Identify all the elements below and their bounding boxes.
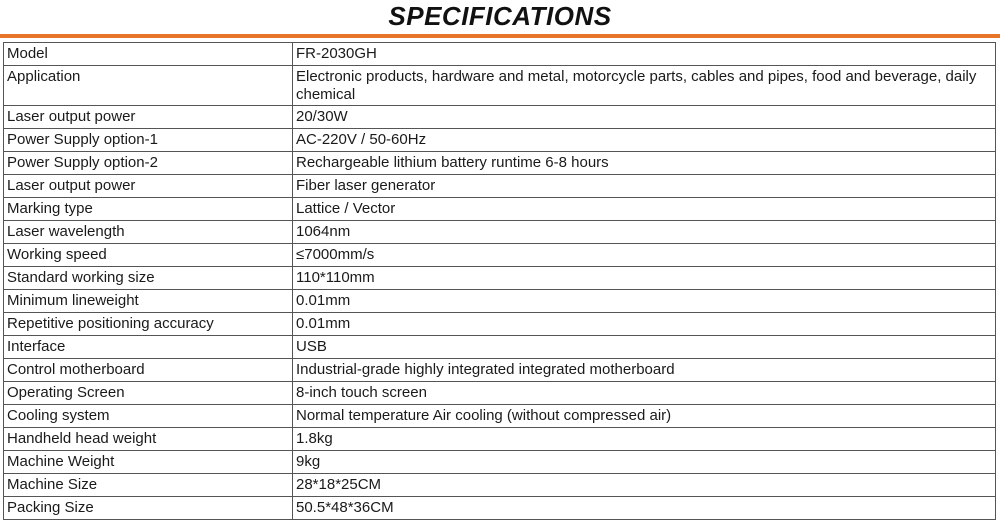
spec-value: Industrial-grade highly integrated integrated motherboard bbox=[293, 359, 996, 382]
table-row bbox=[4, 313, 996, 336]
spec-label: Laser output power bbox=[4, 175, 293, 198]
spec-label: Working speed bbox=[4, 244, 293, 267]
table-row bbox=[4, 267, 996, 290]
spec-value: 50.5*48*36CM bbox=[293, 497, 996, 520]
spec-value: 0.01mm bbox=[293, 313, 996, 336]
spec-label: Packing Size bbox=[4, 497, 293, 520]
table-row bbox=[4, 428, 996, 451]
spec-label: Laser output power bbox=[4, 106, 293, 129]
specifications-table bbox=[3, 42, 996, 520]
spec-value: 1.8kg bbox=[293, 428, 996, 451]
table-row bbox=[4, 198, 996, 221]
spec-value: 0.01mm bbox=[293, 290, 996, 313]
spec-value: Rechargeable lithium battery runtime 6-8 hours bbox=[293, 152, 996, 175]
spec-value: FR-2030GH bbox=[293, 43, 996, 66]
table-row bbox=[4, 66, 996, 106]
spec-label: Interface bbox=[4, 336, 293, 359]
spec-label: Handheld head weight bbox=[4, 428, 293, 451]
table-row bbox=[4, 382, 996, 405]
spec-value: Normal temperature Air cooling (without compressed air) bbox=[293, 405, 996, 428]
spec-value: 28*18*25CM bbox=[293, 474, 996, 497]
spec-label: Minimum lineweight bbox=[4, 290, 293, 313]
table-row bbox=[4, 290, 996, 313]
table-row bbox=[4, 106, 996, 129]
table-row bbox=[4, 43, 996, 66]
spec-label: Machine Size bbox=[4, 474, 293, 497]
spec-value: ≤7000mm/s bbox=[293, 244, 996, 267]
spec-value: 1064nm bbox=[293, 221, 996, 244]
table-row bbox=[4, 474, 996, 497]
table-row bbox=[4, 497, 996, 520]
spec-value: Electronic products, hardware and metal, motorcycle parts, cables and pipes, food and beverage, daily chemical bbox=[293, 66, 996, 106]
spec-value: 8-inch touch screen bbox=[293, 382, 996, 405]
table-row bbox=[4, 175, 996, 198]
table-row bbox=[4, 244, 996, 267]
table-row bbox=[4, 129, 996, 152]
spec-label: Control motherboard bbox=[4, 359, 293, 382]
spec-label: Cooling system bbox=[4, 405, 293, 428]
spec-label: Application bbox=[4, 66, 293, 106]
table-row bbox=[4, 405, 996, 428]
spec-label: Standard working size bbox=[4, 267, 293, 290]
spec-label: Marking type bbox=[4, 198, 293, 221]
spec-value: 110*110mm bbox=[293, 267, 996, 290]
table-row bbox=[4, 451, 996, 474]
table-row bbox=[4, 336, 996, 359]
specifications-table-body bbox=[4, 43, 996, 520]
spec-label: Model bbox=[4, 43, 293, 66]
title-underline bbox=[0, 34, 1000, 38]
spec-value: 9kg bbox=[293, 451, 996, 474]
spec-label: Repetitive positioning accuracy bbox=[4, 313, 293, 336]
spec-label: Power Supply option-2 bbox=[4, 152, 293, 175]
spec-label: Power Supply option-1 bbox=[4, 129, 293, 152]
spec-value: Lattice / Vector bbox=[293, 198, 996, 221]
spec-label: Operating Screen bbox=[4, 382, 293, 405]
spec-label: Laser wavelength bbox=[4, 221, 293, 244]
table-row bbox=[4, 359, 996, 382]
spec-label: Machine Weight bbox=[4, 451, 293, 474]
spec-value: USB bbox=[293, 336, 996, 359]
spec-value: AC-220V / 50-60Hz bbox=[293, 129, 996, 152]
page-title: SPECIFICATIONS bbox=[388, 1, 612, 31]
page-header bbox=[0, 0, 1000, 38]
spec-value: Fiber laser generator bbox=[293, 175, 996, 198]
table-row bbox=[4, 152, 996, 175]
table-row bbox=[4, 221, 996, 244]
spec-value: 20/30W bbox=[293, 106, 996, 129]
